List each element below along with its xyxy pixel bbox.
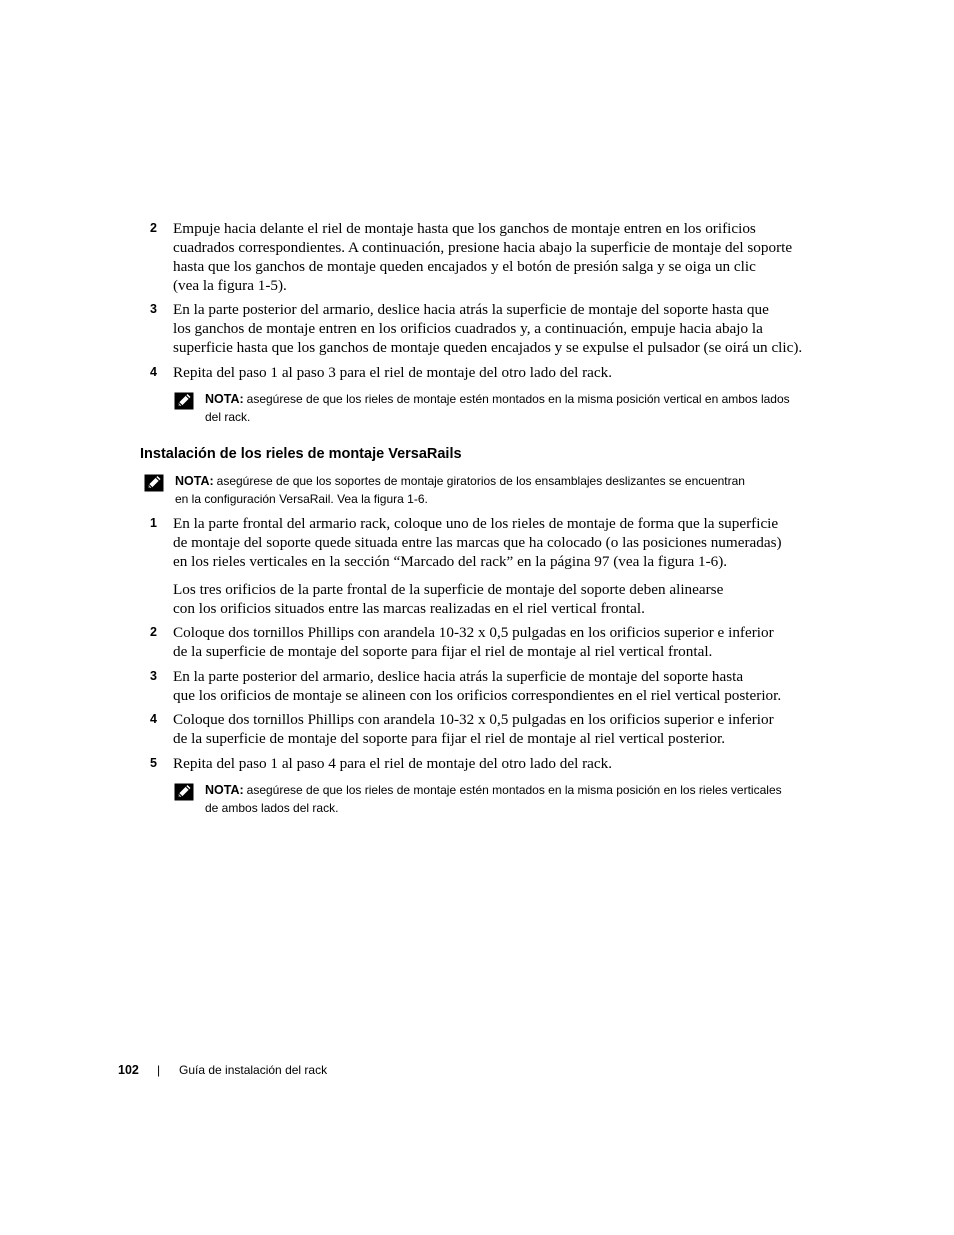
step-text-line: hasta que los ganchos de montaje queden encajados y el botón de presión salga y se oiga un clic (173, 258, 756, 275)
page-number: 102 (118, 1063, 139, 1077)
step-text-line: de montaje del soporte quede situada entre las marcas que ha colocado (o las posiciones numeradas) (173, 534, 782, 551)
note-block (174, 391, 824, 427)
footer-title: Guía de instalación del rack (179, 1063, 328, 1077)
note-label: NOTA: (175, 474, 214, 488)
step-3 (150, 300, 820, 360)
step-2 (150, 219, 820, 299)
step-number: 5 (150, 756, 157, 770)
note-label: NOTA: (205, 392, 244, 406)
step-text-line: Coloque dos tornillos Phillips con arandela 10-32 x 0,5 pulgadas en los orificios superior e inferior (173, 624, 774, 641)
step-text-line: de la superficie de montaje del soporte para fijar el riel de montaje al riel vertical posterior. (173, 730, 725, 747)
step-text-line: Empuje hacia delante el riel de montaje hasta que los ganchos de montaje entren en los orificios (173, 220, 756, 237)
note-pencil-icon (174, 783, 194, 801)
note-text-cont: de ambos lados del rack. (205, 800, 339, 815)
note-block (144, 473, 824, 509)
step-number: 1 (150, 516, 157, 530)
step-4 (150, 710, 820, 750)
step-text-line: Repita del paso 1 al paso 4 para el riel de montaje del otro lado del rack. (173, 755, 613, 772)
note-text: asegúrese de que los rieles de montaje estén montados en la misma posición en los rieles verticales (246, 783, 782, 797)
step-text-line: En la parte posterior del armario, deslice hacia atrás la superficie de montaje del soporte hasta que (173, 301, 769, 318)
step-number: 4 (150, 365, 157, 379)
step-text-line: En la parte posterior del armario, deslice hacia atrás la superficie de montaje del soporte hasta (173, 668, 744, 685)
step-text-line: Los tres orificios de la parte frontal de la superficie de montaje del soporte deben alinearse (173, 581, 724, 598)
step-4 (150, 363, 820, 383)
step-number: 3 (150, 669, 157, 683)
note-text-cont: en la configuración VersaRail. Vea la figura 1-6. (175, 491, 428, 506)
step-text-line: con los orificios situados entre las marcas realizadas en el riel vertical frontal. (173, 600, 645, 617)
step-3 (150, 667, 820, 707)
step-text-line: superficie hasta que los ganchos de montaje queden encajados y se expulse el pulsador (se oirá un clic). (173, 339, 803, 356)
step-text-line: Coloque dos tornillos Phillips con arandela 10-32 x 0,5 pulgadas en los orificios superior e inferior (173, 711, 774, 728)
step-number: 3 (150, 302, 157, 316)
step-5 (150, 754, 820, 774)
step-text-line: (vea la figura 1-5). (173, 277, 287, 294)
note-label: NOTA: (205, 783, 244, 797)
step-text-line: Repita del paso 1 al paso 3 para el riel de montaje del otro lado del rack. (173, 364, 613, 381)
step-text-line: En la parte frontal del armario rack, coloque uno de los rieles de montaje de forma que la superficie (173, 515, 779, 532)
step-number: 2 (150, 625, 157, 639)
step-text-line: los ganchos de montaje entren en los orificios cuadrados y, a continuación, empuje hacia abajo la (173, 320, 763, 337)
step-text-line: de la superficie de montaje del soporte para fijar el riel de montaje al riel vertical frontal. (173, 643, 713, 660)
step-number: 2 (150, 221, 157, 235)
step-number: 4 (150, 712, 157, 726)
step-text-line: cuadrados correspondientes. A continuación, presione hacia abajo la superficie de montaje del soporte (173, 239, 793, 256)
section-heading: Instalación de los rieles de montaje VersaRails (140, 446, 462, 462)
note-pencil-icon (144, 474, 164, 492)
note-text-cont: del rack. (205, 409, 251, 424)
step-text-line: en los rieles verticales en la sección “Marcado del rack” en la página 97 (vea la figura 1-6). (173, 553, 728, 570)
note-text: asegúrese de que los rieles de montaje estén montados en la misma posición vertical en ambos lados (246, 392, 790, 406)
step-2 (150, 623, 820, 663)
step-1 (150, 514, 820, 618)
note-text: asegúrese de que los soportes de montaje giratorios de los ensamblajes deslizantes se encuentran (216, 474, 745, 488)
note-block (174, 782, 824, 818)
step-text-line: que los orificios de montaje se alineen con los orificios correspondientes en el riel vertical posterior. (173, 687, 782, 704)
note-pencil-icon (174, 392, 194, 410)
footer-separator: | (157, 1063, 161, 1077)
